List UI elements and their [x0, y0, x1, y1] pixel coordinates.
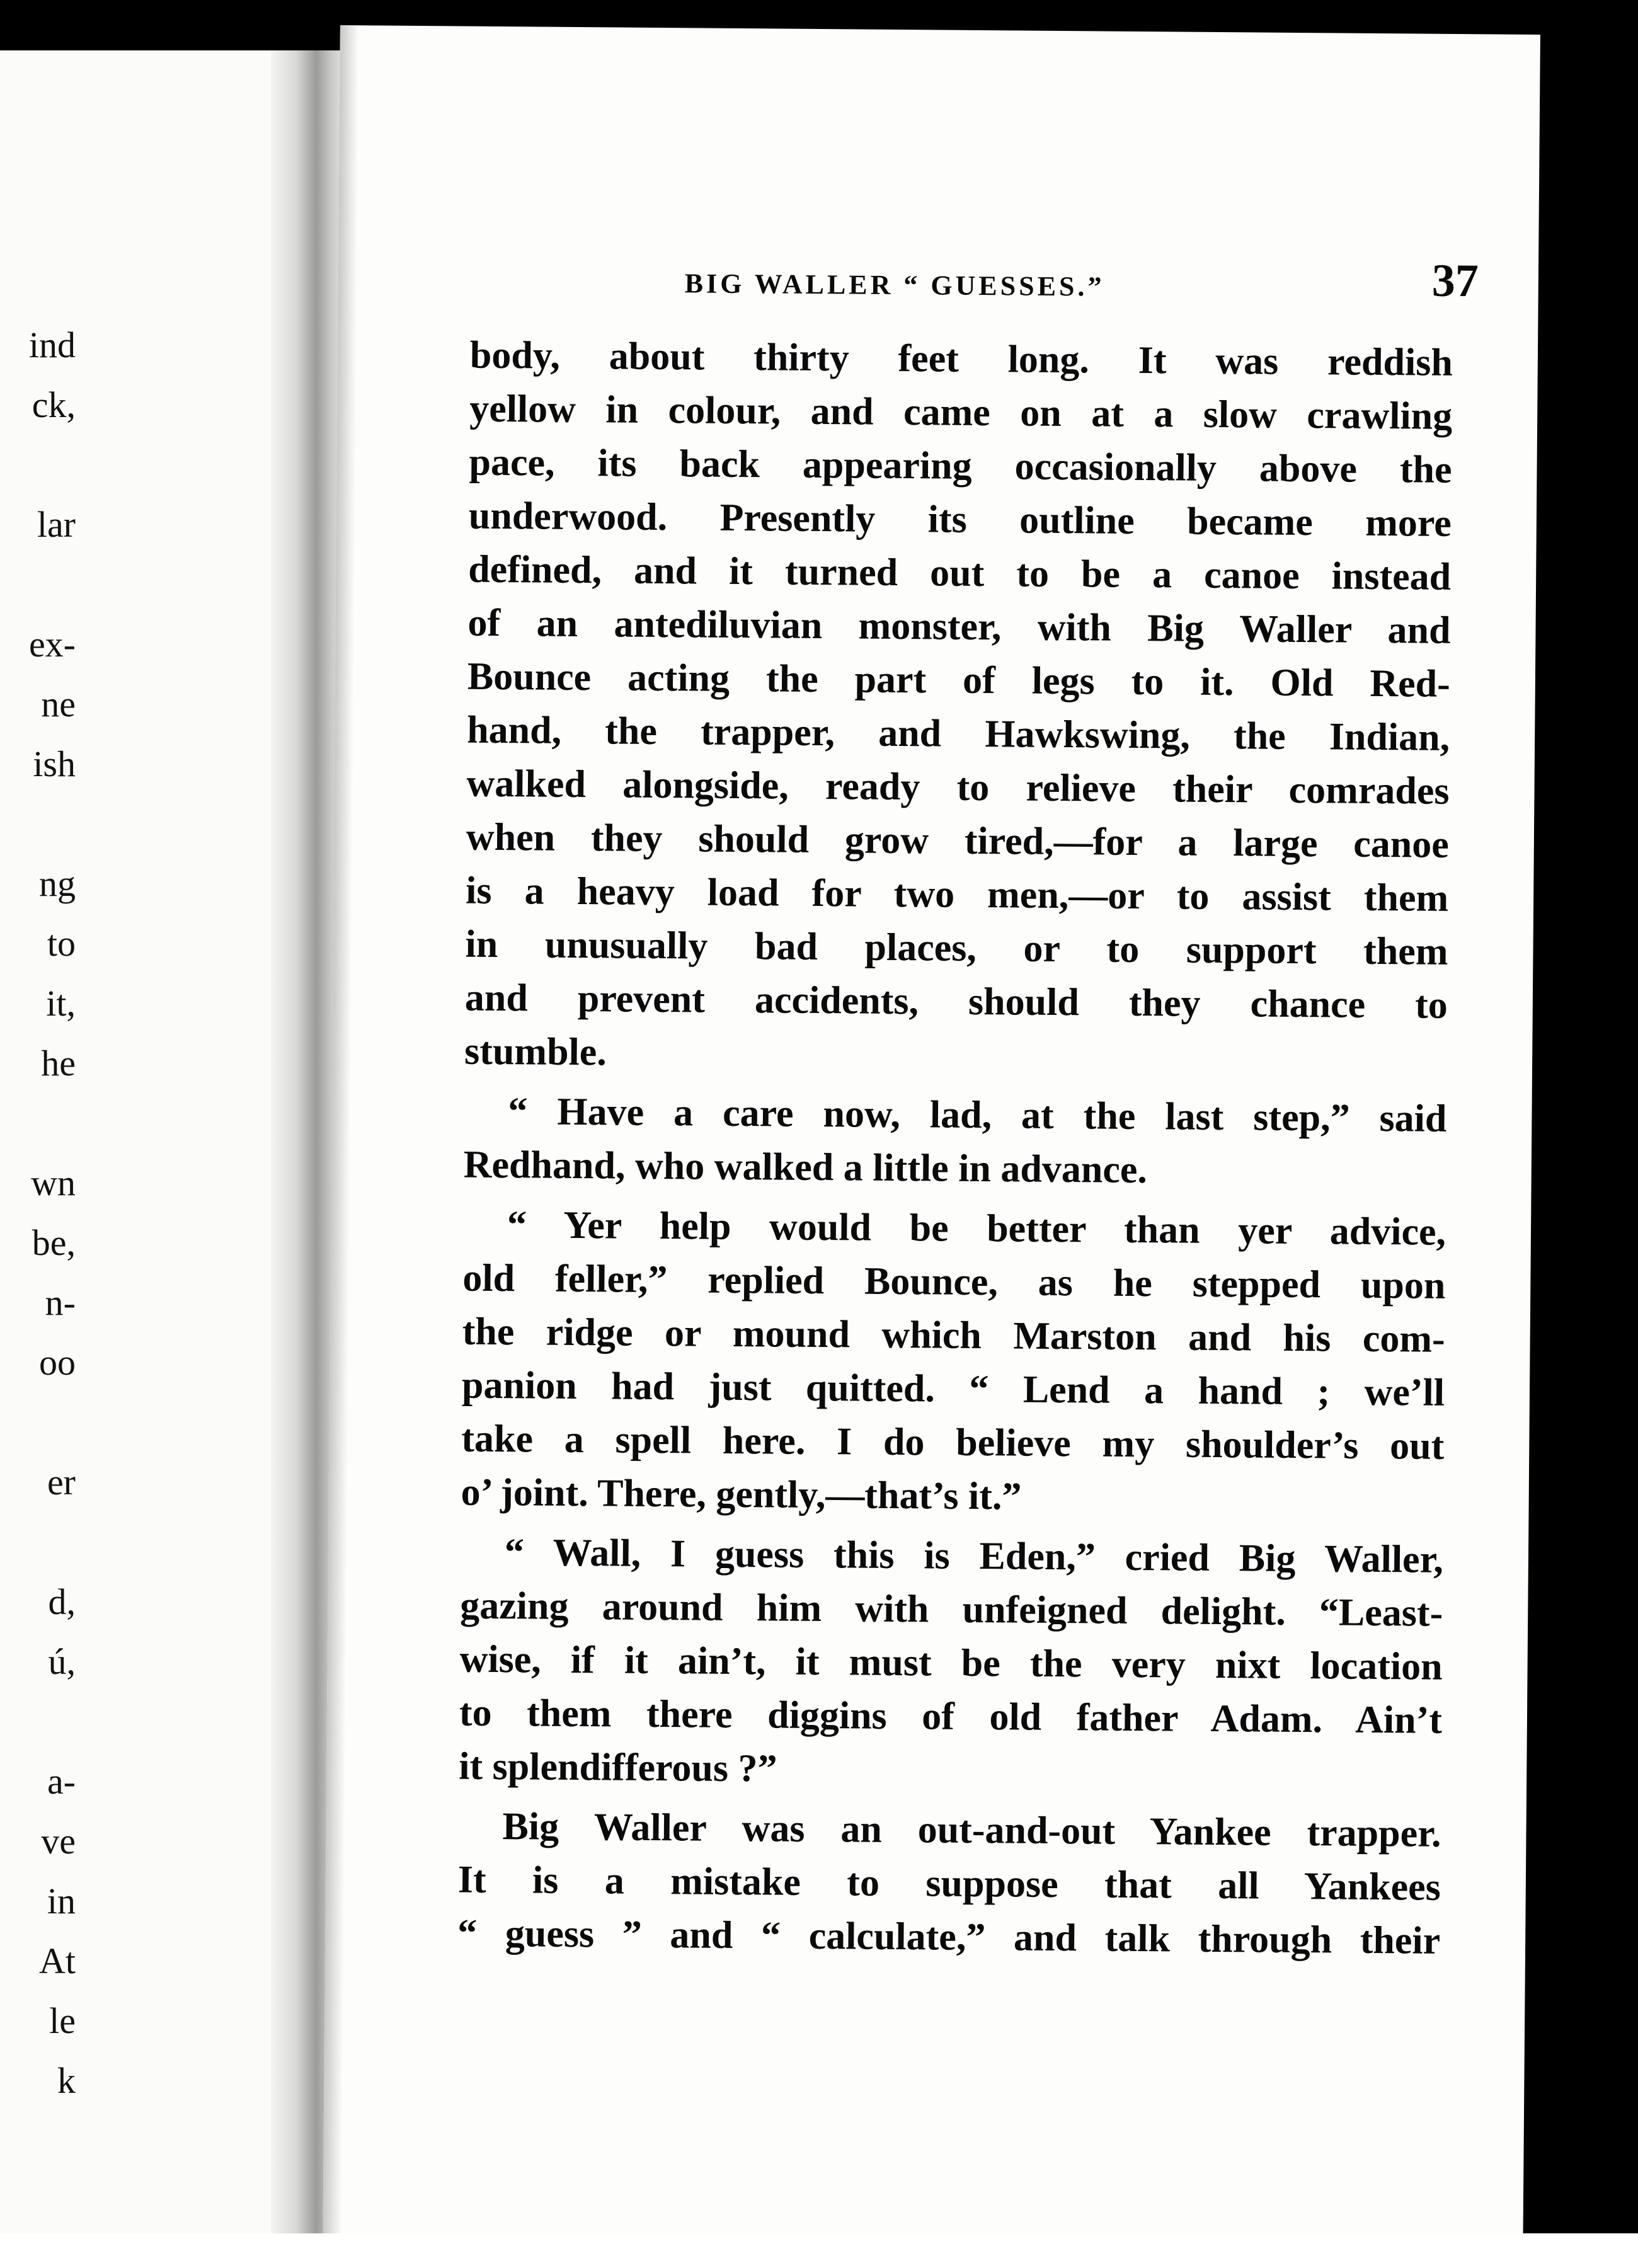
left-fragment — [0, 1093, 76, 1153]
text-line: “ Have a care now, lad, at the last step,” said — [508, 1090, 1447, 1140]
left-fragment: it, — [46, 983, 76, 1024]
body-text — [457, 329, 1453, 1968]
left-fragment: n- — [45, 1282, 76, 1323]
left-fragment — [0, 1692, 76, 1751]
left-fragment: ck, — [32, 384, 76, 425]
left-fragment: oo — [39, 1342, 76, 1383]
text-line: hand, the trapper, and Hawkswing, the Indian, — [466, 708, 1450, 759]
text-line: yellow in colour, and came on at a slow crawling — [469, 387, 1453, 438]
previous-page — [0, 50, 296, 2268]
text-line: gazing around him with unfeigned delight. “Least- — [460, 1584, 1443, 1635]
text-line: Redhand, who walked a little in advance. — [463, 1143, 1148, 1192]
left-fragment: a- — [47, 1761, 76, 1802]
text-line: wise, if it ain’t, it must be the very nixt location — [459, 1637, 1443, 1688]
text-line: in unusually bad places, or to support them — [465, 922, 1448, 973]
left-fragment: wn — [31, 1162, 76, 1203]
left-fragment: to — [47, 923, 76, 964]
left-fragment: he — [41, 1043, 76, 1084]
left-fragment: k — [57, 2060, 76, 2101]
left-fragment: er — [47, 1462, 76, 1503]
left-fragment: ish — [33, 743, 76, 784]
running-head — [470, 247, 1479, 318]
left-fragment — [0, 1392, 76, 1452]
text-line: of an antediluvian monster, with Big Waller and — [467, 601, 1451, 652]
text-line: body, about thirty feet long. It was reddish — [469, 333, 1453, 384]
text-line: stumble. — [464, 1029, 607, 1074]
left-fragment — [0, 794, 76, 854]
left-fragment: le — [49, 2000, 76, 2041]
text-line: “ guess ” and “ calculate,” and talk through their — [457, 1911, 1441, 1962]
text-line: “ Wall, I guess this is Eden,” cried Big Waller, — [504, 1531, 1444, 1581]
page-content — [457, 255, 1479, 1962]
left-fragment: At — [39, 1940, 76, 1981]
text-line: “ Yer help would be better than yer advice, — [507, 1203, 1446, 1254]
text-line: the ridge or mound which Marston and his com- — [462, 1310, 1445, 1361]
previous-page-edge-text — [0, 315, 76, 2110]
text-line: panion had just quitted. “ Lend a hand ; we’ll — [461, 1363, 1445, 1414]
running-head-title: BIG WALLER “ GUESSES.” — [684, 268, 1105, 302]
left-fragment: ex- — [28, 624, 76, 665]
left-fragment: ind — [28, 324, 76, 365]
text-line: Big Waller was an out-and-out Yankee trapper. — [502, 1805, 1441, 1855]
left-fragment: ne — [41, 684, 76, 724]
left-fragment: ú, — [48, 1641, 76, 1682]
text-line: take a spell here. I do believe my shoulder’s out — [461, 1417, 1445, 1468]
left-fragment — [0, 554, 76, 614]
text-line: pace, its back appearing occasionally above the — [469, 440, 1452, 491]
text-line: is a heavy load for two men,—or to assist them — [465, 869, 1449, 920]
left-fragment: d, — [48, 1581, 76, 1622]
text-line: it splendifferous ?” — [459, 1744, 777, 1790]
left-fragment — [0, 1512, 76, 1572]
left-fragment: be, — [32, 1222, 76, 1263]
left-fragment: ng — [39, 863, 76, 904]
left-fragment: in — [47, 1881, 76, 1922]
page-number: 37 — [1431, 255, 1479, 307]
text-line: walked alongside, ready to relieve their comrades — [466, 762, 1450, 813]
text-line: defined, and it turned out to be a canoe instead — [467, 547, 1452, 598]
text-line: It is a mistake to suppose that all Yankees — [457, 1858, 1441, 1909]
text-line: and prevent accidents, should they chance to — [464, 976, 1448, 1027]
current-page — [323, 25, 1540, 2268]
text-line: to them there diggins of old father Adam. Ain’t — [459, 1691, 1443, 1742]
text-line: when they should grow tired,—for a large canoe — [466, 815, 1450, 866]
text-line: o’ joint. There, gently,—that’s it.” — [461, 1470, 1022, 1518]
left-fragment: ve — [41, 1821, 76, 1862]
text-line: Bounce acting the part of legs to it. Old Red- — [467, 655, 1451, 706]
text-line: underwood. Presently its outline became more — [468, 494, 1452, 545]
left-fragment — [0, 435, 76, 495]
scan-bottom-margin — [0, 2233, 1638, 2268]
text-line: old feller,” replied Bounce, as he stepped upon — [462, 1256, 1446, 1307]
left-fragment: lar — [37, 504, 76, 545]
